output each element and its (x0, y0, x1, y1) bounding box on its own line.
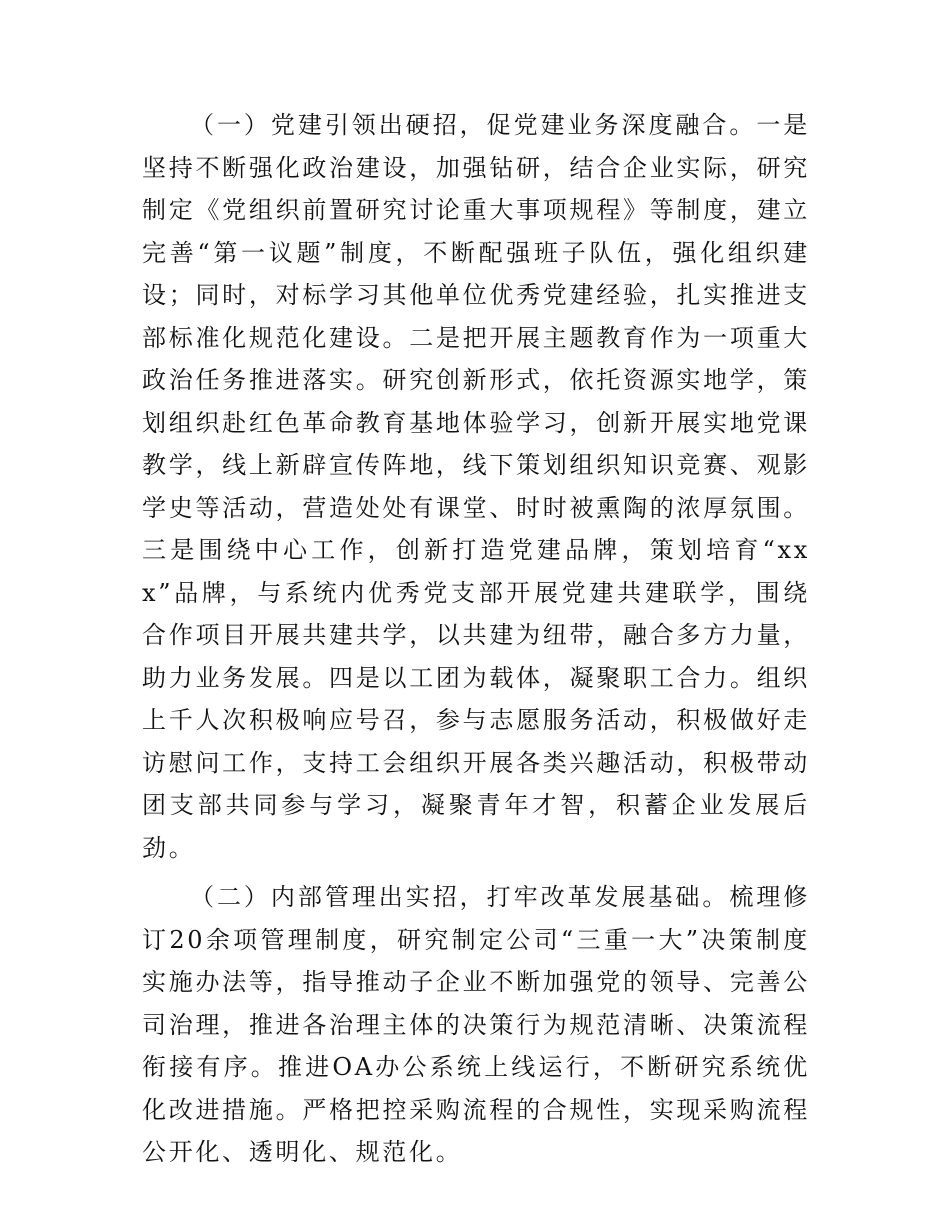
document-body (142, 104, 810, 1181)
paragraph-internal-management: （二）内部管理出实招，打牢改革发展基础。梳理修订20余项管理制度，研究制定公司“三重一大”决策制度实施办法等，指导推动子企业不断加强党的领导、完善公司治理，推进各治理主体的决策行为规范清晰、决策流程衔接有序。推进OA办公系统上线运行，不断研究系统优化改进措施。严格把控采购流程的合规性，实现采购流程公开化、透明化、规范化。 (142, 883, 810, 1166)
paragraph-party-building: （一）党建引领出硬招，促党建业务深度融合。一是坚持不断强化政治建设，加强钻研，结合企业实际，研究制定《党组织前置研究讨论重大事项规程》等制度，建立完善“第一议题”制度，不断配强班子队伍，强化组织建设；同时，对标学习其他单位优秀党建经验，扎实推进支部标准化规范化建设。二是把开展主题教育作为一项重大政治任务推进落实。研究创新形式，依托资源实地学，策划组织赴红色革命教育基地体验学习，创新开展实地党课教学，线上新辟宣传阵地，线下策划组织知识竞赛、观影学史等活动，营造处处有课堂、时时被熏陶的浓厚氛围。三是围绕中心工作，创新打造党建品牌，策划培育“xxx”品牌，与系统内优秀党支部开展党建共建联学，围绕合作项目开展共建共学，以共建为纽带，融合多方力量，助力业务发展。四是以工团为载体，凝聚职工合力。组织上千人次积极响应号召，参与志愿服务活动，积极做好走访慰问工作，支持工会组织开展各类兴趣活动，积极带动团支部共同参与学习，凝聚青年才智，积蓄企业发展后劲。 (142, 111, 810, 862)
